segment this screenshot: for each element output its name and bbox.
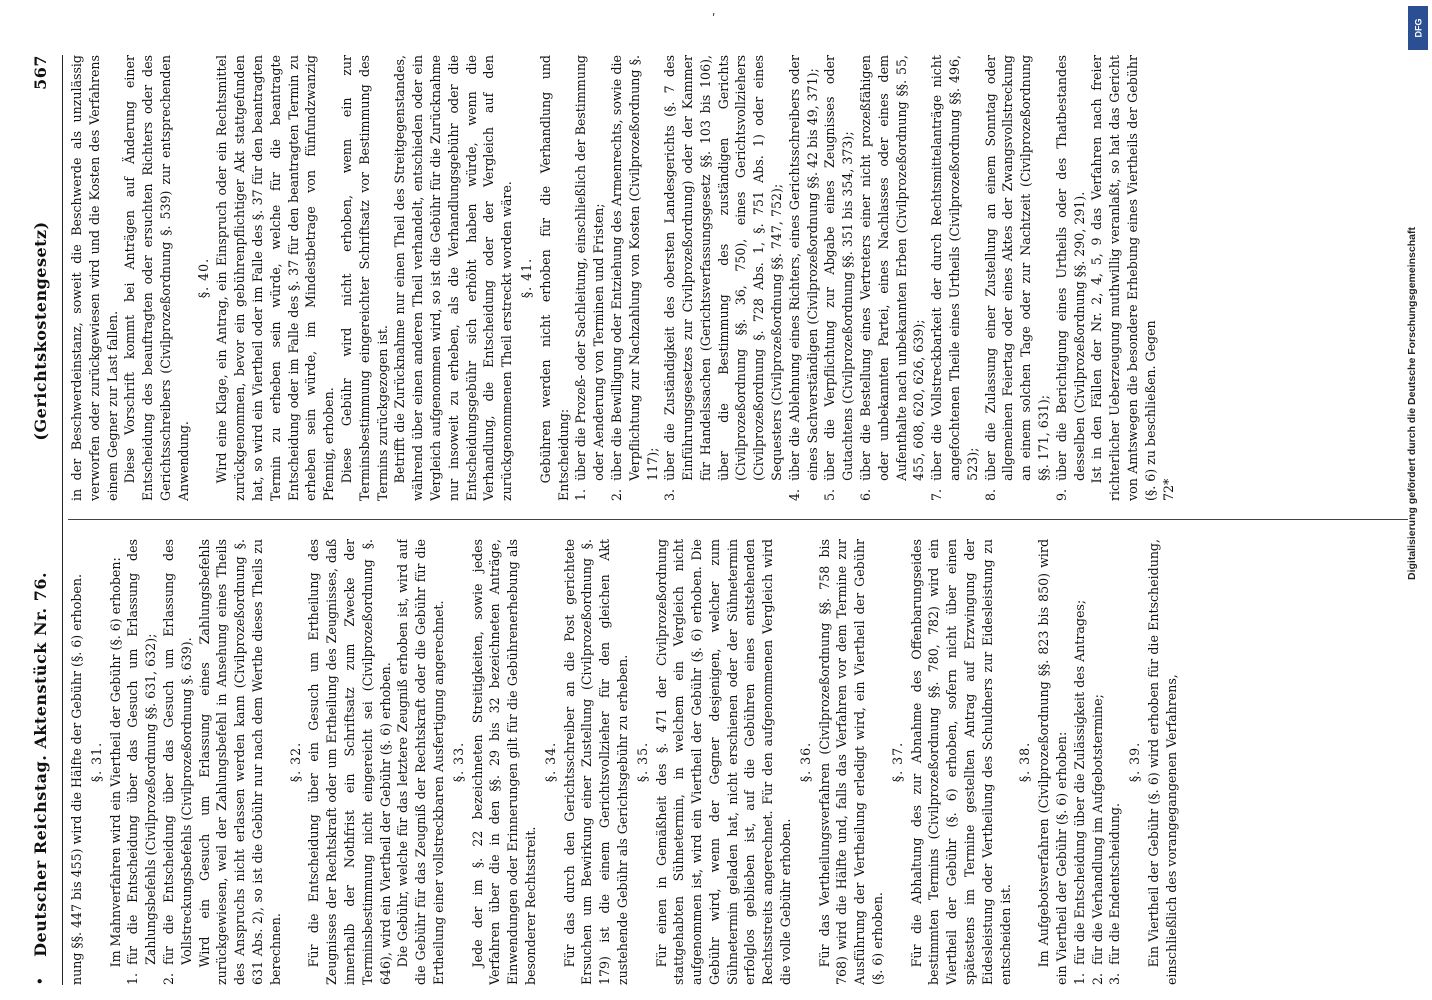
- paragraph: 72*: [1160, 478, 1176, 501]
- paragraph: Für das Vertheilungsverfahren (Civilprozeßordnung §§. 758 bis 768) wird die Hälfte und, falls das Verfahren vor dem Termine zur Ausführung der Vertheilung erledigt wird, ein Viertheil der Gebühr (§. 6) erhoben.: [816, 539, 886, 985]
- list-item-text: über die Verpflichtung zur Abgabe eines Zeugnisses oder Gutachtens (Civilprozeßordnung §§. 351 bis 354, 373);: [822, 55, 856, 481]
- list-item-text: über die Zulassung einer Zustellung an einem Sonntag oder allgemeinen Feiertag oder eines Aktes der Zwangsvollstreckung an einem solchen Tage oder zur Nachtzeit (Civilprozeßordnung §§. 171, 631);: [982, 55, 1052, 481]
- section-heading: §. 34.: [542, 741, 558, 783]
- paragraph: Ein Viertheil der Gebühr (§. 6) wird erhoben für die Entscheidung, einschließlich des vorangegangenen Verfahrens,: [1146, 539, 1179, 985]
- section-heading: §. 36.: [797, 741, 813, 783]
- page-number: 567: [30, 55, 50, 90]
- list-item-text: für die Endentscheidung.: [1107, 803, 1123, 965]
- margin-credit: [1400, 20, 1430, 980]
- paragraph: Die Gebühr, welche für das letztere Zeugniß erhoben ist, wird auf die Gebühr für das Zeugniß der Rechtskraft oder die Gebühr für die Ertheilung einer vollstreckbaren Ausfertigung angerechnet.: [395, 539, 446, 985]
- list-item-number: 4.: [786, 488, 802, 501]
- paragraph: Gebühren werden nicht erhoben für die Verhandlung und Entscheidung:: [537, 55, 571, 501]
- rotated-document-page: [18, 55, 1413, 985]
- paragraph: Für die Abhaltung des zur Abnahme des Offenbarungseides bestimmten Termins (Civilprozeßordnung §§. 780, 782) wird ein Viertheil der Gebühr (§. 6) erhoben, sofern nicht über einen spätestens im Termine gestellten Antrag auf Erzwingung der Eidesleistung oder Vertheilung des Schuldners zur Eidesleistung zu entscheiden ist.: [908, 539, 1013, 985]
- list-item-text: über die Ablehnung eines Richters, eines Gerichtsschreibers oder eines Sachverständigen (Civilprozeßordnung §§. 42 bis 49, 371);: [786, 55, 820, 481]
- paragraph: Für einen in Gemäßheit des §. 471 der Civilprozeßordnung stattgehabten Sühnetermin, in welchem ein Vergleich nicht aufgenommen ist, wird ein Viertheil der Gebühr (§. 6) erhoben. Die Gebühr wird, wenn der Gegner desjenigen, welcher zum Sühnetermin geladen hat, nicht erschienen oder der Sühnetermin erfolglos geblieben ist, auf die Gebühren eines entstehenden Rechtsstreits angerechnet. Für den aufgenommenen Vergleich wird die volle Gebühr erhoben.: [653, 539, 794, 985]
- paragraph: in der Beschwerdeinstanz, soweit die Beschwerde als unzulässig verworfen oder zurückgewiesen wird und die Kosten des Verfahrens einem Gegner zur Last fallen.: [69, 55, 120, 501]
- list-item-number: 9.: [1053, 488, 1069, 501]
- list-item-text: über die Vollstreckbarkeit der durch Rechtsmittelanträge nicht angefochtenen Theile eines Urtheils (Civilprozeßordnung §§. 496, 523);: [929, 55, 980, 481]
- list-item-text: für die Entscheidung über das Gesuch um Erlassung des Zahlungsbefehls (Civilprozeßordnung §§. 631, 632);: [125, 539, 159, 965]
- paragraph: Für das durch den Gerichtsschreiber an die Post gerichtete Ersuchen um Bewirkung einer Zustellung (Civilprozeßordnung §. 179) ist die einem Gerichtsvollzieher für den gleichen Akt zustehende Gebühr als Gerichtsgebühr zu erheben.: [561, 539, 630, 985]
- column-divider: [68, 519, 1408, 520]
- paragraph: nung §§. 447 bis 455) wird die Hälfte der Gebühr (§. 6) erhoben.: [69, 574, 84, 985]
- list-item: [572, 55, 608, 501]
- list-item-number: 1.: [1071, 972, 1087, 985]
- section-heading: §. 33.: [450, 741, 466, 783]
- scan-speck: ʹ: [712, 12, 716, 26]
- section-heading: §. 37.: [889, 741, 905, 783]
- list-item: [661, 55, 786, 501]
- paragraph: Im Aufgebotsverfahren (Civilprozeßordnung §§. 823 bis 850) wird ein Viertheil der Gebühr (§. 6) erhoben:: [1036, 539, 1070, 985]
- list-item-number: 6.: [858, 488, 874, 501]
- list-item: [1106, 539, 1124, 985]
- list-item: [1089, 539, 1107, 985]
- list-item-number: 8.: [982, 488, 998, 501]
- list-item-number: 1.: [573, 488, 589, 501]
- list-item-text: über die Bestellung eines Vertreters einer nicht prozeßfähigen oder unbekannten Partei, eines Nachlasses oder eines dem Aufenthalte nach unbekannten Erben (Civilprozeßordnung §§. 55, 455, 608, 620, 626, 639);: [858, 55, 927, 481]
- list-item-number: 3.: [1107, 972, 1123, 985]
- section-heading: §. 31.: [88, 741, 104, 783]
- section-heading: §. 40.: [195, 257, 211, 299]
- list-item: [1053, 55, 1089, 501]
- section-heading: §. 39.: [1127, 741, 1143, 783]
- text-columns: [68, 55, 1408, 985]
- list-item-text: über die Berichtigung eines Urtheils oder des Thatbestandes desselben (Civilprozeßordnung §§. 290, 291).: [1053, 55, 1087, 481]
- header-dot: •: [33, 976, 47, 985]
- header-title: (Gerichtskostengesetz): [30, 221, 50, 441]
- list-item: [982, 55, 1053, 501]
- list-item-text: für die Verhandlung im Aufgebotstermine;: [1089, 694, 1105, 965]
- list-item-number: 2.: [608, 488, 624, 501]
- paragraph: Für die Entscheidung über ein Gesuch um Ertheilung des Zeugnisses der Rechtskraft oder um Ertheilung des Zeugnisses, daß innerhalb der Nothfrist ein Schriftsatz zum Zwecke der Terminsbestimmung nicht eingereicht sei (Civilprozeßordnung §. 646), wird ein Viertheil der Gebühr (§. 6) erhoben.: [306, 539, 393, 985]
- list-item: [928, 55, 981, 501]
- paragraph: Wird eine Klage, ein Antrag, ein Einspruch oder ein Rechtsmittel zurückgenommen, bevor ein gebührenpflichtiger Akt stattgefunden hat, so wird ein Viertheil oder im Falle des §. 37 für den beantragten Termin zu erheben sein würde, welche für die beantragte Entscheidung oder im Falle des §. 37 für den beantragten Termin zu erheben sein würde, im Mindestbetrage von fünfundzwanzig Pfennig, erhoben.: [214, 55, 337, 501]
- list-item: [821, 55, 857, 501]
- paragraph: Ist in den Fällen der Nr. 2, 4, 5, 9 das Verfahren nach freier richterlicher Ueberzeugung muthwillig veranlaßt, so hat das Gericht von Amtswegen die besondere Erhebung eines Viertheils der Gebühr (§. 6) zu beschließen. Gegen: [1089, 55, 1158, 501]
- left-column: [68, 539, 1408, 985]
- list-item: [160, 539, 196, 985]
- list-item-text: über die Bewilligung oder Entziehung des Armenrechts, sowie die Verpflichtung zur Nachzahlung von Kosten (Civilprozeßordnung §. 117);: [608, 55, 660, 481]
- section-heading: §. 38.: [1017, 741, 1033, 783]
- list-item-number: 2.: [160, 972, 176, 985]
- list-item: [857, 55, 928, 501]
- dfg-logo: DFG: [1408, 6, 1428, 50]
- list-item: [786, 55, 822, 501]
- paragraph: Jede der im §. 22 bezeichneten Streitigkeiten, sowie jedes Verfahren über die in den §§. 29 bis 32 bezeichneten Anträge, Einwendungen oder Erinnerungen gilt für die Gebührenerhebung als besonderer Rechtsstreit.: [469, 539, 538, 985]
- list-item-number: 2.: [1089, 972, 1105, 985]
- paragraph: Im Mahnverfahren wird ein Viertheil der Gebühr (§. 6) erhoben:: [107, 557, 123, 968]
- paragraph: Wird ein Gesuch um Erlassung eines Zahlungsbefehls zurückgewiesen, weil der Zahlungsbefehl in Ansehung eines Theils des Anspruchs nicht erlassen werden kann (Civilprozeßordnung §. 631 Abs. 2), so ist die Gebühr nur nach dem Werthe dieses Theils zu berechnen.: [196, 539, 283, 985]
- list-item: [1071, 539, 1089, 985]
- list-item-number: 3.: [662, 488, 678, 501]
- list-item-number: 5.: [822, 488, 838, 501]
- paragraph: Diese Gebühr wird nicht erhoben, wenn ein zur Terminsbestimmung eingereichter Schriftsatz vor Bestimmung des Termins zurückgezogen ist.: [338, 55, 390, 501]
- page-header: [18, 55, 63, 985]
- paragraph: Diese Vorschrift kommt bei Anträgen auf Änderung einer Entscheidung des beauftragten oder ersuchten Richters oder des Gerichtsschreibers (Civilprozeßordnung §. 539) zur entsprechenden Anwendung.: [122, 55, 191, 501]
- list-item: [124, 539, 160, 985]
- list-item-text: über die Zuständigkeit des obersten Landesgerichts (§. 7 des Einführungsgesetzes zur Civilprozeßordnung) oder der Kammer für Handelssachen (Gerichtsverfassungsgesetz §§. 103 bis 106), über die Bestimmung des zuständigen Gerichts (Civilprozeßordnung §§. 36, 750), eines Gerichtsvollziehers (Civilprozeßordnung §. 728 Abs. 1, §. 751 Abs. 1) oder eines Sequesters (Civilprozeßordnung §§. 747, 752);: [662, 55, 785, 481]
- header-left-text: Deutscher Reichstag. Aktenstück Nr. 76.: [30, 571, 50, 957]
- list-item-number: 1.: [125, 972, 141, 985]
- list-item: [608, 55, 661, 501]
- right-column: [68, 55, 1408, 501]
- paragraph: Betrifft die Zurücknahme nur einen Theil des Streitgegenstandes, während über einen anderen Theil verhandelt, entschieden oder ein Vergleich aufgenommen wird, so ist die Gebühr für die Zurücknahme nur insoweit zu erheben, als die Verhandlungsgebühr oder die Entscheidungsgebühr sich erhöht haben würde, wenn die Verhandlung, die Entscheidung oder der Vergleich auf den zurückgenommenen Theil erstreckt worden wäre.: [392, 55, 515, 501]
- section-heading: §. 41.: [518, 257, 534, 299]
- list-item-text: für die Entscheidung über die Zulässigkeit des Antrages;: [1071, 599, 1087, 965]
- margin-credit-text: Digitalisierung gefördert durch die Deutsche Forschungsgemeinschaft: [1406, 227, 1418, 580]
- section-heading: §. 32.: [287, 741, 303, 783]
- list-item-text: über die Prozeß- oder Sachleitung, einschließlich der Bestimmung oder Aenderung von Terminen und Fristen;: [573, 55, 607, 481]
- section-heading: §. 35.: [634, 741, 650, 783]
- list-item-number: 7.: [929, 488, 945, 501]
- list-item-text: für die Entscheidung über das Gesuch um Erlassung des Vollstreckungsbefehls (Civilprozeßordnung §. 639).: [160, 539, 194, 965]
